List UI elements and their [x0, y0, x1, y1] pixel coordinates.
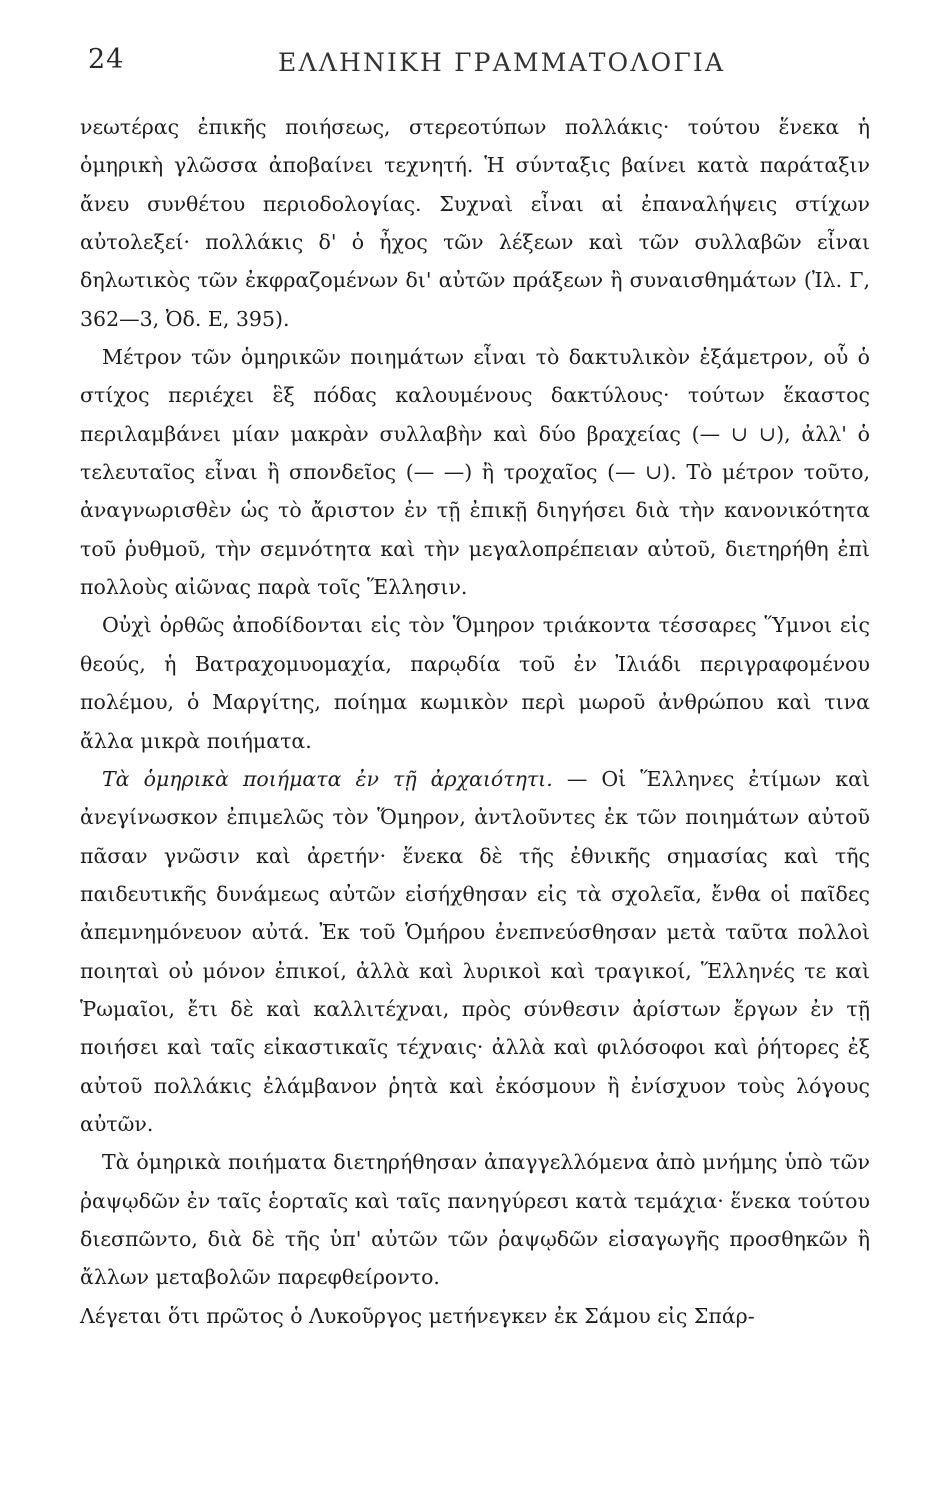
paragraph-text: Οὐχὶ ὀρθῶς ἀποδίδονται εἰς τὸν Ὅμηρον τριάκοντα τέσσαρες Ὕμνοι εἰς θεούς, ἡ Βατραχομυομαχία, παρῳδία τοῦ ἐν Ἰλιάδι περιγραφομένου πολέμου, ὁ Μαργίτης, ποίημα κωμικὸν περὶ μωροῦ ἀνθρώπου καὶ τινα ἄλλα μικρὰ ποιήματα.	[80, 613, 870, 753]
paragraph-text: Τὰ ὁμηρικὰ ποιήματα διετηρήθησαν ἀπαγγελλόμενα ἀπὸ μνήμης ὑπὸ τῶν ῥαψῳδῶν ἐν ταῖς ἑορταῖς καὶ ταῖς πανηγύρεσι κατὰ τεμάχια· ἕνεκα τούτου διεσπῶντο, διὰ δὲ τῆς ὑπ' αὐτῶν τῶν ῥαψῳδῶν εἰσαγωγῆς προσθηκῶν ἢ ἄλλων μεταβολῶν παρεφθείροντο.	[80, 1150, 870, 1290]
running-title: ΕΛΛΗΝΙΚΗ ΓΡΑΜΜΑΤΟΛΟΓΙΑ	[278, 48, 726, 77]
paragraph-2	[80, 338, 870, 606]
paragraph-3	[80, 606, 870, 759]
body-text	[80, 108, 870, 1335]
section-subheading: Τὰ ὁμηρικὰ ποιήματα ἐν τῇ ἀρχαιότητι.	[102, 766, 553, 791]
paragraph-4	[80, 760, 870, 1143]
page-header	[88, 44, 888, 84]
paragraph-text: Λέγεται ὅτι πρῶτος ὁ Λυκοῦργος μετήνεγκεν ἐκ Σάμου εἰς Σπάρ-	[80, 1303, 755, 1328]
paragraph-6	[80, 1297, 870, 1335]
paragraph-text: Μέτρον τῶν ὁμηρικῶν ποιημάτων εἶναι τὸ δακτυλικὸν ἑξάμετρον, οὗ ὁ στίχος περιέχει ἓξ πόδας καλουμένους δακτύλους· τούτων ἕκαστος περιλαμβάνει μίαν μακρὰν συλλαβὴν καὶ δύο βραχείας (— ∪ ∪), ἀλλ' ὁ τελευταῖος εἶναι ἢ σπονδεῖος (— —) ἢ τροχαῖος (— ∪). Τὸ μέτρον τοῦτο, ἀναγνωρισθὲν ὡς τὸ ἄριστον ἐν τῇ ἐπικῇ διηγήσει διὰ τὴν κανονικότητα τοῦ ῥυθμοῦ, τὴν σεμνότητα καὶ τὴν μεγαλοπρέπειαν αὐτοῦ, διετηρήθη ἐπὶ πολλοὺς αἰῶνας παρὰ τοῖς Ἕλλησιν.	[80, 345, 870, 600]
paragraph-text: νεωτέρας ἐπικῆς ποιήσεως, στερεοτύπων πολλάκις· τούτου ἕνεκα ἡ ὁμηρικὴ γλῶσσα ἀποβαίνει τεχνητή. Ἡ σύνταξις βαίνει κατὰ παράταξιν ἄνευ συνθέτου περιοδολογίας. Συχναὶ εἶναι αἱ ἐπαναλήψεις στίχων αὐτολεξεί· πολλάκις δ' ὁ ἦχος τῶν λέξεων καὶ τῶν συλλαβῶν εἶναι δηλωτικὸς τῶν ἐκφραζομένων δι' αὐτῶν πράξεων ἢ συναισθημάτων (Ἰλ. Γ, 362—3, Ὀδ. Ε, 395).	[80, 115, 870, 331]
paragraph-5	[80, 1143, 870, 1296]
paragraph-1	[80, 108, 870, 338]
page-number: 24	[88, 44, 125, 75]
paragraph-text: — Οἱ Ἕλληνες ἐτίμων καὶ ἀνεγίνωσκον ἐπιμελῶς τὸν Ὅμηρον, ἀντλοῦντες ἐκ τῶν ποιημάτων αὐτοῦ πᾶσαν γνῶσιν καὶ ἀρετήν· ἕνεκα δὲ τῆς ἐθνικῆς σημασίας καὶ τῆς παιδευτικῆς δυνάμεως αὐτῶν εἰσήχθησαν εἰς τὰ σχολεῖα, ἔνθα οἱ παῖδες ἀπεμνημόνευον αὐτά. Ἐκ τοῦ Ὁμήρου ἐνεπνεύσθησαν μετὰ ταῦτα πολλοὶ ποιηταὶ οὐ μόνον ἐπικοί, ἀλλὰ καὶ λυρικοὶ καὶ τραγικοί, Ἕλληνές τε καὶ Ῥωμαῖοι, ἔτι δὲ καὶ καλλιτέχναι, πρὸς σύνθεσιν ἀρίστων ἔργων ἐν τῇ ποιήσει καὶ ταῖς εἰκαστικαῖς τέχναις· ἀλλὰ καὶ φιλόσοφοι καὶ ῥήτορες ἐξ αὐτοῦ πολλάκις ἐλάμβανον ῥητὰ καὶ ἐκόσμουν ἢ ἐνίσχυον τοὺς λόγους αὐτῶν.	[80, 766, 870, 1136]
